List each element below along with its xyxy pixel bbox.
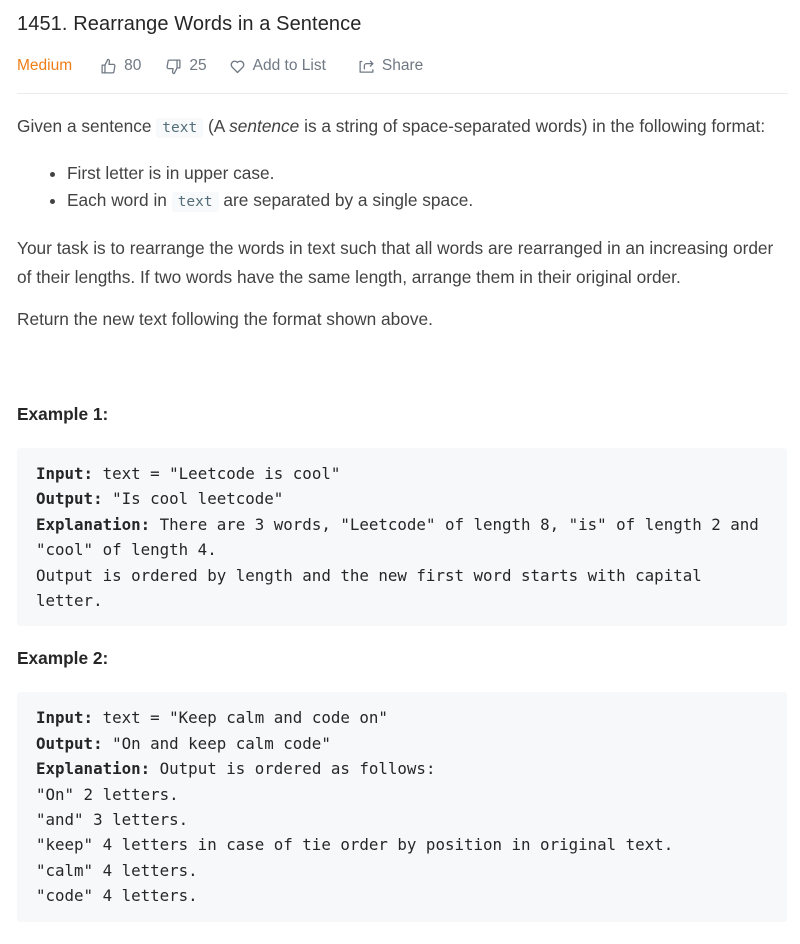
example-input-line <box>36 461 767 486</box>
intro-text: (A <box>203 116 230 136</box>
thumbs-up-icon <box>100 58 117 75</box>
input-label: Input: <box>36 708 94 728</box>
output-label: Output: <box>36 733 103 753</box>
explanation-text: There are 3 words, "Leetcode" of length 8, "is" of length 2 and "cool" of length 4. <box>36 514 769 560</box>
task-paragraph: Your task is to rearrange the words in text such that all words are rearranged in an increasing order of their lengths. If two words have the same length, arrange them in their original order. <box>17 238 774 287</box>
like-button[interactable] <box>100 57 141 75</box>
input-value: text = "Leetcode is cool" <box>93 464 341 483</box>
divider <box>17 93 788 94</box>
inline-code: text <box>172 192 219 212</box>
emphasis-text: sentence <box>229 116 300 136</box>
explanation-text: "On" 2 letters. <box>36 784 179 804</box>
add-to-list-button[interactable] <box>229 57 326 75</box>
example-output-line <box>36 486 767 511</box>
example-explanation-line <box>36 756 767 781</box>
example-1-code-block <box>17 448 787 626</box>
explanation-text: "calm" 4 letters. <box>36 860 198 880</box>
problem-description <box>17 112 788 922</box>
output-value: "On and keep calm code" <box>102 733 331 753</box>
intro-text: Given a sentence <box>17 116 157 136</box>
output-label: Output: <box>36 489 103 509</box>
list-item: • First letter is in upper case. <box>67 160 788 187</box>
input-value: text = "Keep calm and code on" <box>93 708 388 728</box>
heart-icon <box>229 58 246 75</box>
example-1-title: Example 1: <box>17 404 109 424</box>
dislike-count: 25 <box>189 57 207 74</box>
explanation-text: Output is ordered by length and the new first word starts with capital letter. <box>36 565 712 611</box>
output-value: "Is cool leetcode" <box>102 489 284 509</box>
example-output-line <box>36 731 767 756</box>
problem-meta-bar <box>17 53 788 79</box>
difficulty-badge: Medium <box>17 57 73 74</box>
explanation-text: "keep" 4 letters in case of tie order by position in original text. <box>36 835 674 855</box>
inline-code: text <box>156 118 203 138</box>
share-icon <box>358 58 375 75</box>
dislike-button[interactable] <box>165 57 206 75</box>
share-button[interactable] <box>358 57 423 75</box>
like-count: 80 <box>124 57 142 74</box>
explanation-text: "and" 3 letters. <box>36 810 189 830</box>
format-rules-list <box>17 160 788 216</box>
explanation-text: "code" 4 letters. <box>36 886 198 906</box>
thumbs-down-icon <box>165 58 182 75</box>
add-to-list-label: Add to List <box>252 57 326 74</box>
problem-title: 1451. Rearrange Words in a Sentence <box>17 13 362 35</box>
rule-text: are separated by a single space. <box>218 190 474 210</box>
example-explanation-line <box>36 512 767 563</box>
example-input-line <box>36 705 767 730</box>
share-label: Share <box>381 57 424 74</box>
example-2-code-block <box>17 692 787 921</box>
rule-text: Each word in <box>67 190 172 210</box>
explanation-label: Explanation: <box>36 514 151 534</box>
intro-paragraph <box>17 112 788 143</box>
list-item <box>67 187 788 216</box>
return-paragraph: Return the new text following the format shown above. <box>17 309 433 329</box>
explanation-text: Output is ordered as follows: <box>150 759 436 779</box>
example-2-title: Example 2: <box>17 648 109 669</box>
input-label: Input: <box>36 464 94 483</box>
explanation-label: Explanation: <box>36 759 151 779</box>
intro-text: is a string of space-separated words) in the following format: <box>299 116 766 136</box>
